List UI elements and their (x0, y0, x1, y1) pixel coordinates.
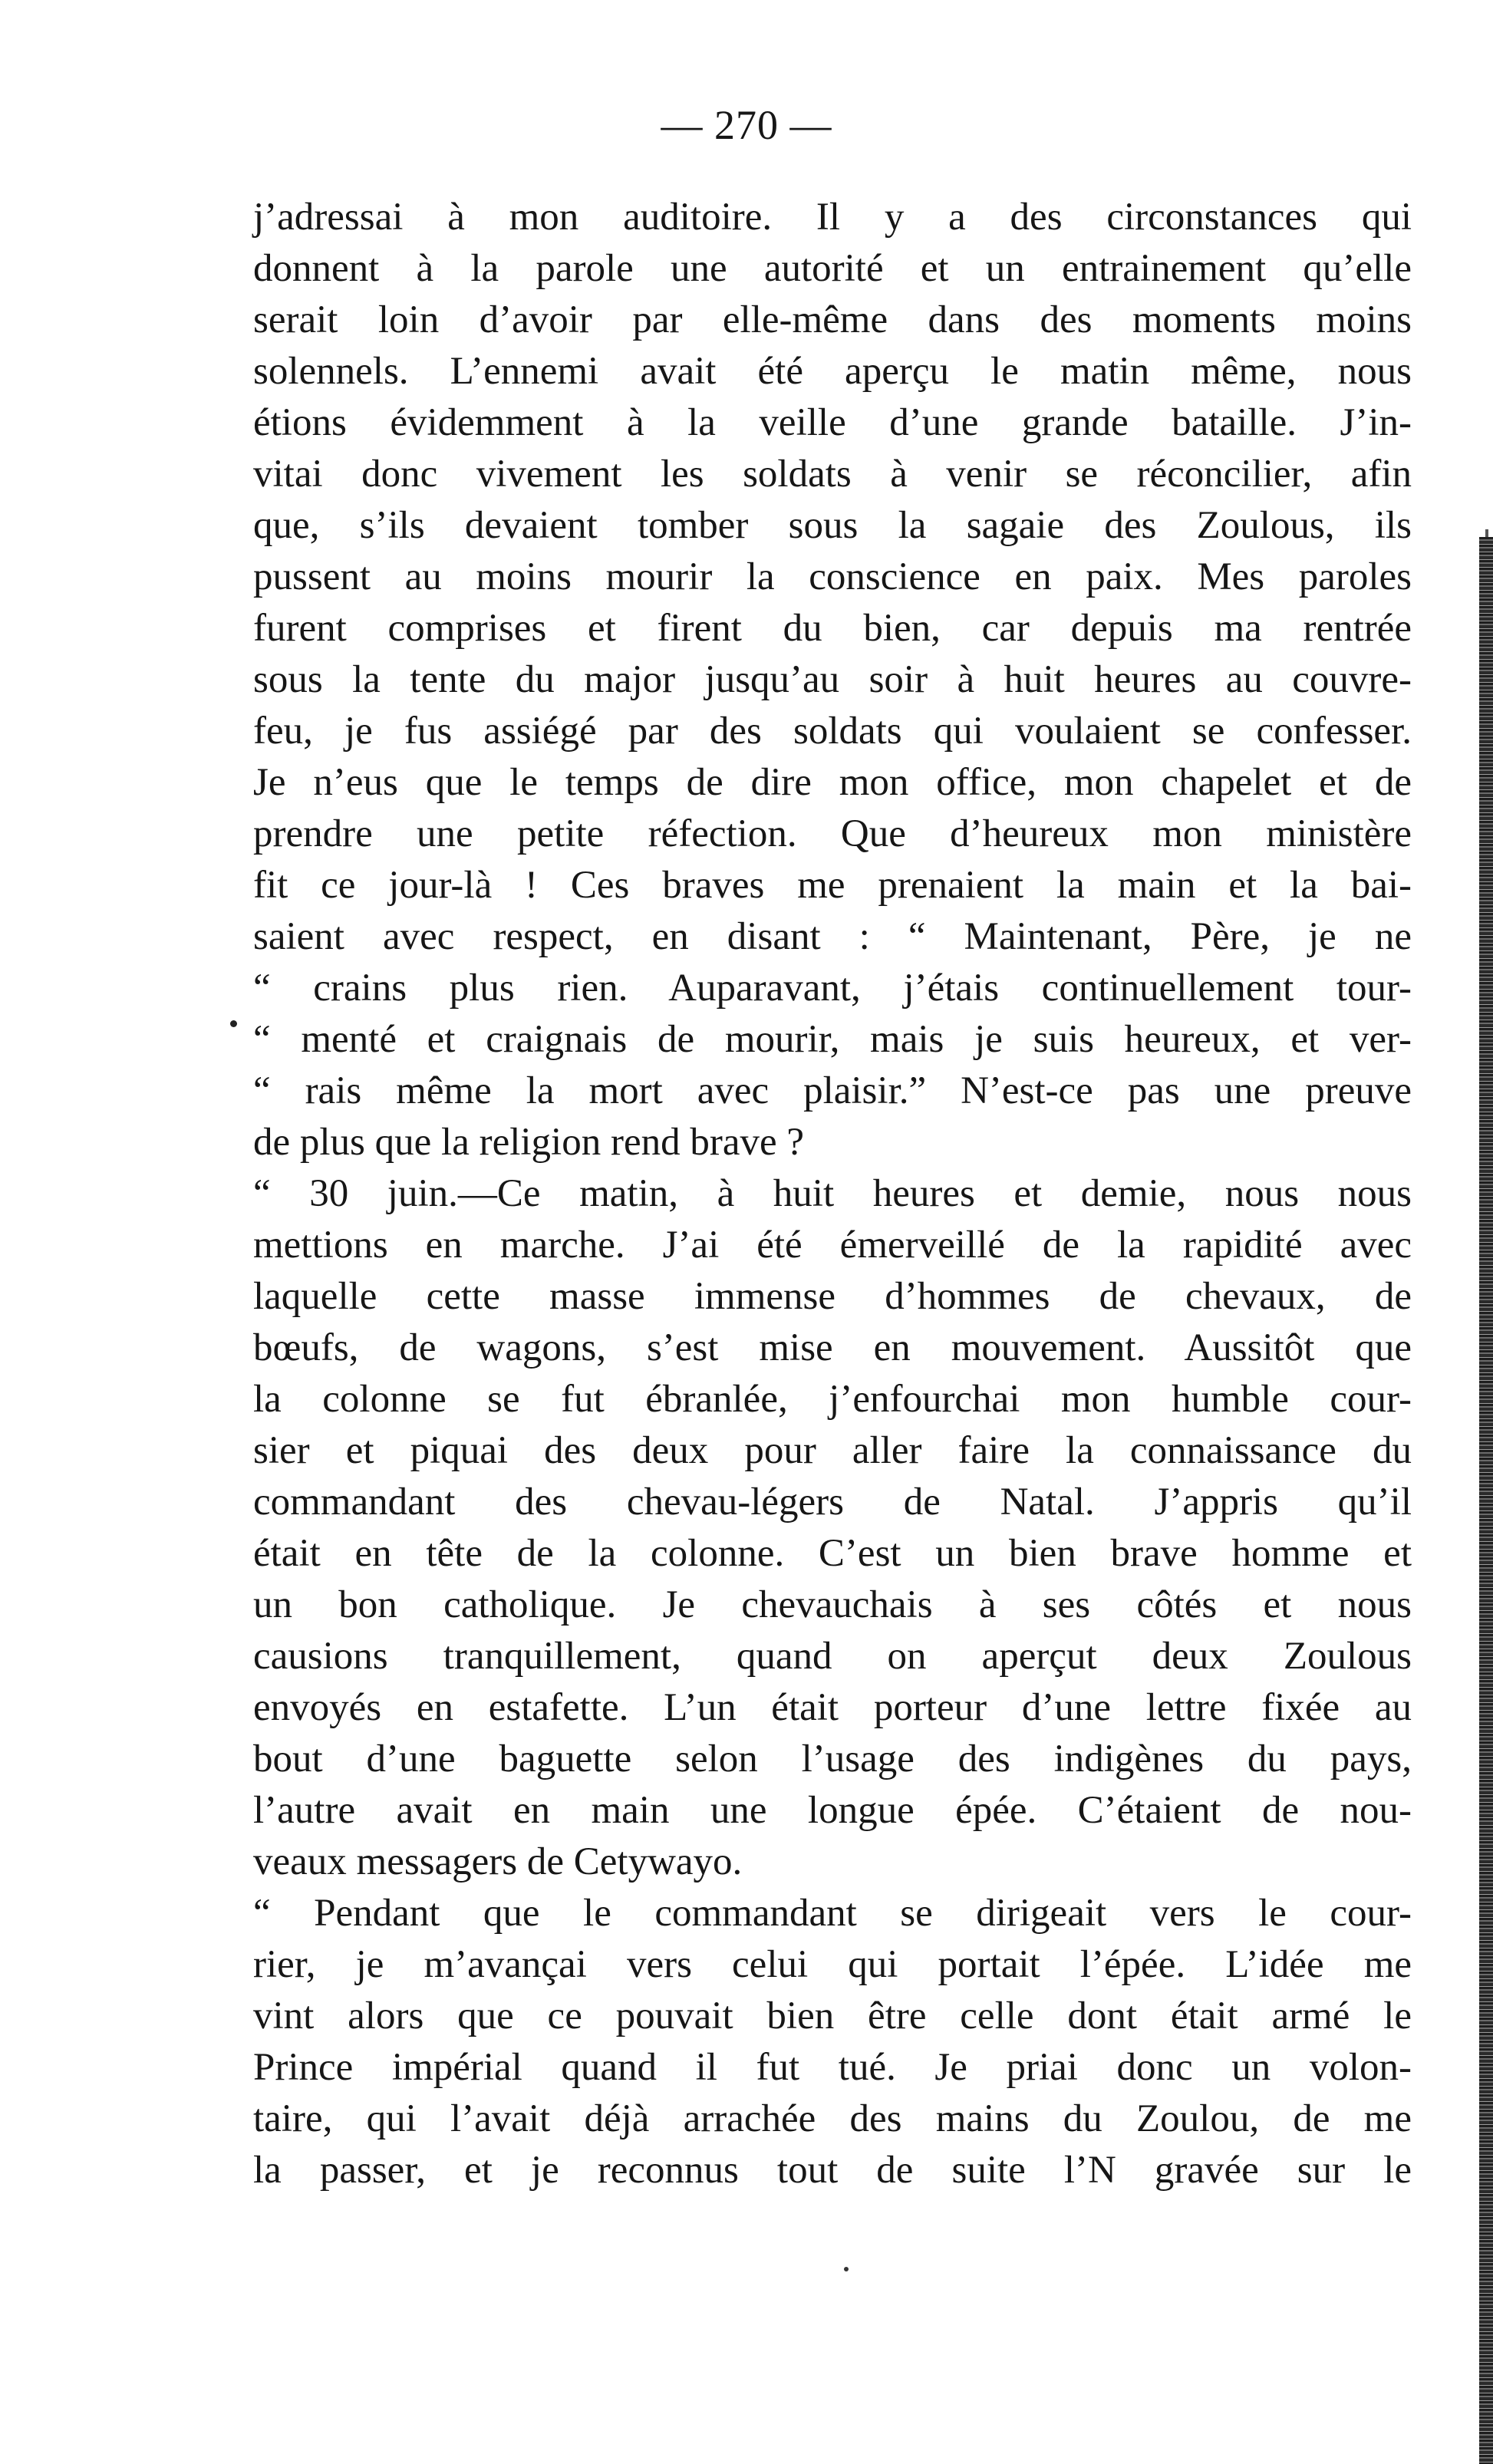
text-line: Prince impérial quand il fut tué. Je priai donc un volon- (253, 2046, 1412, 2089)
text-line: fit ce jour-là ! Ces braves me prenaient la main et la bai- (253, 864, 1412, 907)
text-line: était en tête de la colonne. C’est un bien brave homme et (253, 1532, 1412, 1575)
text-line: j’adressai à mon auditoire. Il y a des circonstances qui (253, 196, 1412, 239)
text-line: mettions en marche. J’ai été émerveillé de la rapidité avec (253, 1224, 1412, 1267)
text-line: vint alors que ce pouvait bien être celle dont était armé le (253, 1995, 1412, 2037)
text-line: envoyés en estafette. L’un était porteur d’une lettre fixée au (253, 1686, 1412, 1729)
text-line: “ rais même la mort avec plaisir.” N’est-ce pas une preuve (253, 1069, 1412, 1112)
text-line: bœufs, de wagons, s’est mise en mouvement. Aussitôt que (253, 1326, 1412, 1369)
text-line: rier, je m’avançai vers celui qui portait l’épée. L’idée me (253, 1943, 1412, 1986)
text-line: vitai donc vivement les soldats à venir se réconcilier, afin (253, 453, 1412, 496)
body-text (253, 192, 1412, 2196)
text-line: commandant des chevau-légers de Natal. J’appris qu’il (253, 1481, 1412, 1524)
text-line: solennels. L’ennemi avait été aperçu le matin même, nous (253, 350, 1412, 393)
text-line: “ 30 juin.—Ce matin, à huit heures et demie, nous nous (253, 1172, 1412, 1215)
text-line: étions évidemment à la veille d’une grande bataille. J’in- (253, 401, 1412, 444)
margin-dot (230, 1020, 237, 1027)
text-line: sier et piquai des deux pour aller faire la connaissance du (253, 1429, 1412, 1472)
text-line: bout d’une baguette selon l’usage des indigènes du pays, (253, 1738, 1412, 1780)
scan-edge-strip (1479, 537, 1493, 2464)
text-line: la colonne se fut ébranlée, j’enfourchai mon humble cour- (253, 1378, 1412, 1421)
text-line: pussent au moins mourir la conscience en paix. Mes paroles (253, 555, 1412, 598)
text-line: causions tranquillement, quand on aperçut deux Zoulous (253, 1635, 1412, 1678)
text-line: prendre une petite réfection. Que d’heureux mon ministère (253, 812, 1412, 855)
text-line: “ menté et craignais de mourir, mais je suis heureux, et ver- (253, 1018, 1412, 1061)
text-line: la passer, et je reconnus tout de suite l’N gravée sur le (253, 2149, 1412, 2192)
footer-speck (844, 2267, 849, 2271)
text-line: de plus que la religion rend brave ? (253, 1121, 804, 1164)
text-line: serait loin d’avoir par elle-même dans des moments moins (253, 298, 1412, 341)
text-line: furent comprises et firent du bien, car depuis ma rentrée (253, 607, 1412, 650)
text-line: taire, qui l’avait déjà arrachée des mains du Zoulou, de me (253, 2097, 1412, 2140)
text-line: Je n’eus que le temps de dire mon office, mon chapelet et de (253, 761, 1412, 804)
page-number: — 270 — (661, 102, 832, 148)
text-line: que, s’ils devaient tomber sous la sagaie des Zoulous, ils (253, 504, 1412, 547)
text-line: “ Pendant que le commandant se dirigeait vers le cour- (253, 1892, 1412, 1935)
text-line: l’autre avait en main une longue épée. C’étaient de nou- (253, 1789, 1412, 1832)
text-line: saient avec respect, en disant : “ Maintenant, Père, je ne (253, 915, 1412, 958)
text-line: un bon catholique. Je chevauchais à ses côtés et nous (253, 1583, 1412, 1626)
text-line: feu, je fus assiégé par des soldats qui voulaient se confesser. (253, 710, 1412, 753)
text-line: sous la tente du major jusqu’au soir à huit heures au couvre- (253, 658, 1412, 701)
text-line: “ crains plus rien. Auparavant, j’étais continuellement tour- (253, 967, 1412, 1010)
text-line: veaux messagers de Cetywayo. (253, 1840, 743, 1883)
text-line: donnent à la parole une autorité et un entrainement qu’elle (253, 247, 1412, 290)
text-line: laquelle cette masse immense d’hommes de chevaux, de (253, 1275, 1412, 1318)
